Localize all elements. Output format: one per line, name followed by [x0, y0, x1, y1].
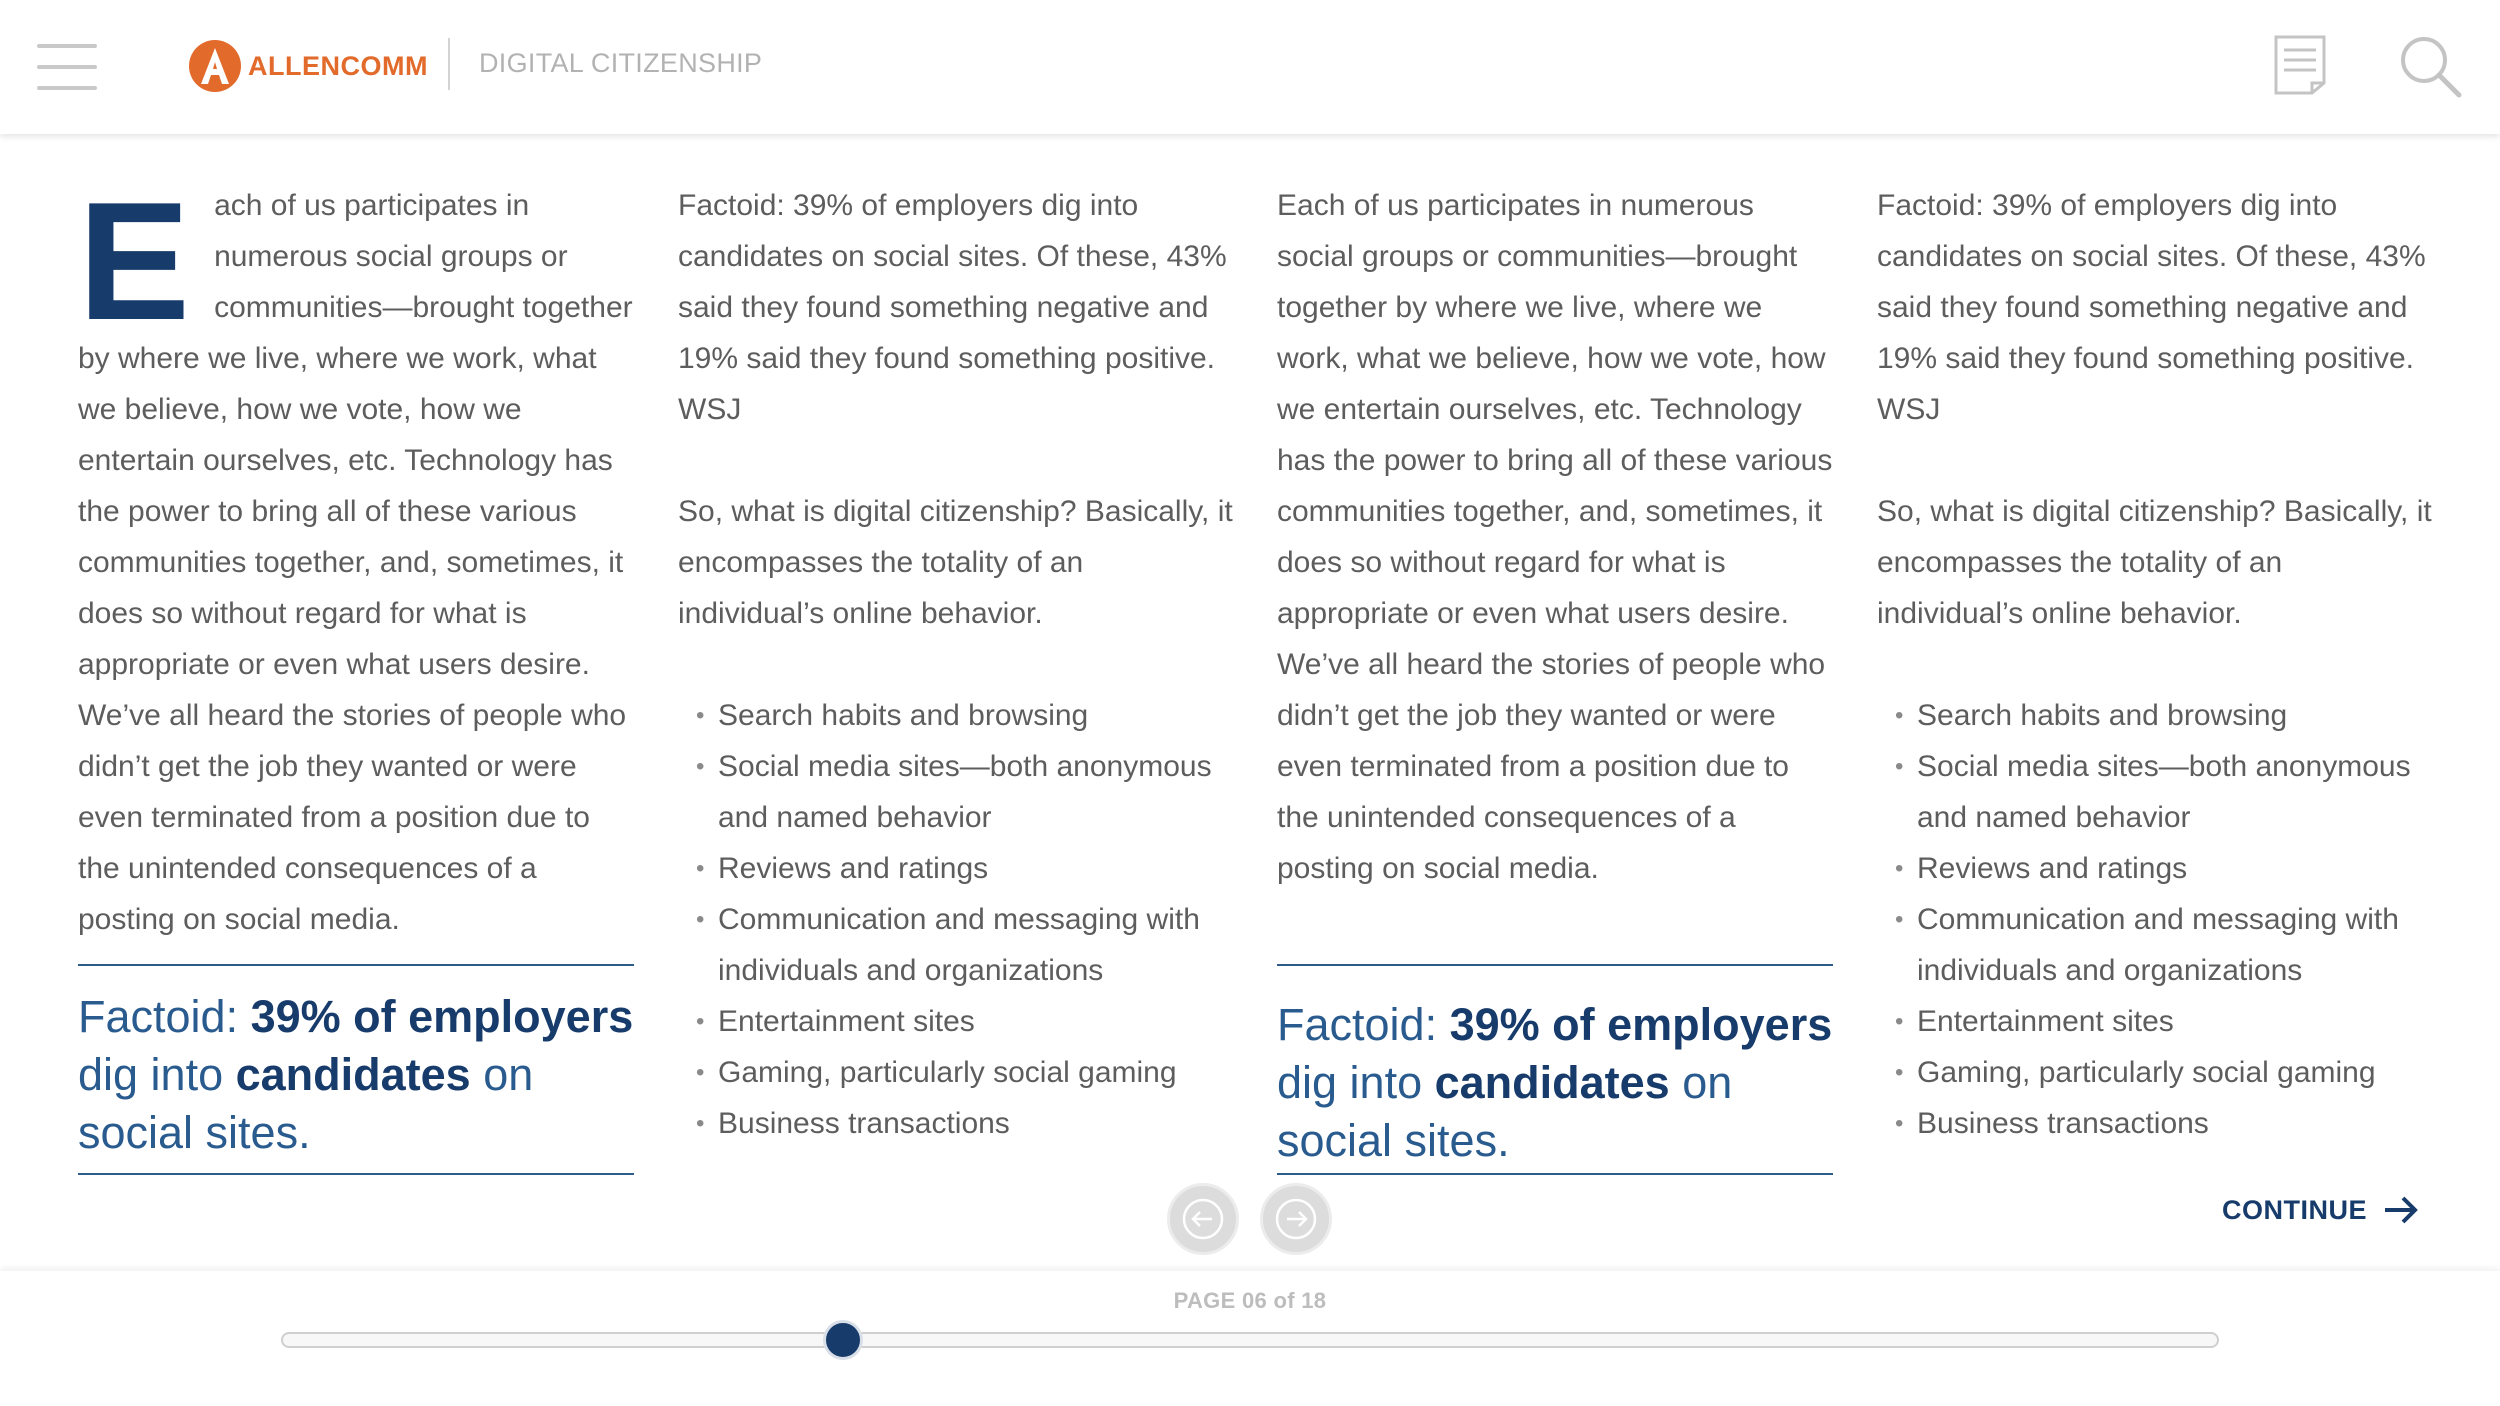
factoid-paragraph: Factoid: 39% of employers dig into candidates on social sites. Of these, 43% said they found something negative and 19% said they found something positive. WSJ	[678, 189, 1227, 426]
list-item: • Business transactions	[1877, 1098, 2433, 1149]
content-column-2	[678, 180, 1234, 1149]
pull-quote-part: dig into	[78, 1049, 236, 1100]
list-item: • Communication and messaging with individuals and organizations	[1877, 894, 2433, 996]
allencomm-logo	[188, 38, 428, 94]
course-title: DIGITAL CITIZENSHIP	[479, 48, 763, 78]
continue-label: CONTINUE	[2222, 1194, 2367, 1225]
list-item: • Social media sites—both anonymous and named behavior	[678, 741, 1234, 843]
continue-button[interactable]	[2222, 1190, 2419, 1230]
next-page-button[interactable]	[1260, 1183, 1332, 1255]
pull-quote-emphasis: 39% of employers	[1449, 999, 1833, 1050]
pull-quote-part: on social sites.	[78, 1049, 534, 1158]
top-header	[0, 0, 2500, 134]
allencomm-logo-mark-icon	[188, 39, 242, 93]
brand-name-part1: ALLEN	[248, 50, 341, 81]
factoid-pull-quote	[78, 964, 634, 1175]
brand-name	[248, 51, 428, 82]
list-item: • Entertainment sites	[1877, 996, 2433, 1047]
intro-paragraph: Each of us participates in numerous social groups or communities—brought together by where we live, where we work, what we believe, how we vote, how we entertain ourselves, etc. Technology has the power to bring all of these various communities together, and, sometimes, it does so without regard for what is appropriate or even what users desire. We’ve all heard the stories of people who didn’t get the job they wanted or were even terminated from a position due to the unintended consequences of a posting on social media.	[1277, 189, 1833, 885]
previous-page-button[interactable]	[1167, 1183, 1239, 1255]
list-item: • Entertainment sites	[678, 996, 1234, 1047]
hamburger-menu-icon[interactable]	[37, 44, 97, 90]
pull-quote-emphasis: 39% of employers	[250, 991, 634, 1042]
header-divider	[448, 38, 450, 90]
pull-quote-emphasis: candidates	[235, 1049, 471, 1100]
content-column-3	[1277, 180, 1833, 894]
search-icon[interactable]	[2398, 34, 2462, 98]
list-item: • Reviews and ratings	[678, 843, 1234, 894]
page-progress-track[interactable]	[281, 1332, 2219, 1348]
behavior-list	[678, 690, 1234, 1149]
pull-quote-part: on social sites.	[1277, 1057, 1733, 1166]
list-item: • Search habits and browsing	[1877, 690, 2433, 741]
factoid-paragraph: Factoid: 39% of employers dig into candidates on social sites. Of these, 43% said they found something negative and 19% said they found something positive. WSJ	[1877, 189, 2426, 426]
content-column-4	[1877, 180, 2433, 1149]
question-paragraph: So, what is digital citizenship? Basically, it encompasses the totality of an individual’s online behavior.	[678, 495, 1233, 630]
brand-name-part2: COMM	[340, 50, 428, 81]
list-item: • Social media sites—both anonymous and named behavior	[1877, 741, 2433, 843]
pull-quote-part: Factoid:	[1277, 999, 1450, 1050]
content-column-1	[78, 167, 634, 945]
list-item: • Search habits and browsing	[678, 690, 1234, 741]
list-item: • Gaming, particularly social gaming	[1877, 1047, 2433, 1098]
pull-quote-part: Factoid:	[78, 991, 251, 1042]
arrow-right-icon	[2383, 1194, 2419, 1226]
list-item: • Reviews and ratings	[1877, 843, 2433, 894]
arrow-left-icon	[1182, 1198, 1224, 1240]
drop-cap: E	[78, 167, 191, 355]
question-paragraph: So, what is digital citizenship? Basically, it encompasses the totality of an individual’s online behavior.	[1877, 495, 2432, 630]
document-icon[interactable]	[2270, 34, 2330, 96]
page-progress-thumb[interactable]	[823, 1320, 863, 1360]
list-item: • Gaming, particularly social gaming	[678, 1047, 1234, 1098]
factoid-pull-quote	[1277, 964, 1833, 1175]
list-item: • Communication and messaging with individuals and organizations	[678, 894, 1234, 996]
intro-paragraph: ach of us participates in numerous social groups or communities—brought together by where we live, where we work, what we believe, how we vote, how we entertain ourselves, etc. Technology has the power to bring all of these various communities together, and, sometimes, it does so without regard for what is appropriate or even what users desire. We’ve all heard the stories of people who didn’t get the job they wanted or were even terminated from a position due to the unintended consequences of a posting on social media.	[78, 189, 633, 936]
arrow-right-icon	[1275, 1198, 1317, 1240]
page-indicator: PAGE 06 of 18	[1173, 1288, 1327, 1313]
list-item: • Business transactions	[678, 1098, 1234, 1149]
pull-quote-part: dig into	[1277, 1057, 1435, 1108]
pull-quote-emphasis: candidates	[1434, 1057, 1670, 1108]
behavior-list	[1877, 690, 2433, 1149]
